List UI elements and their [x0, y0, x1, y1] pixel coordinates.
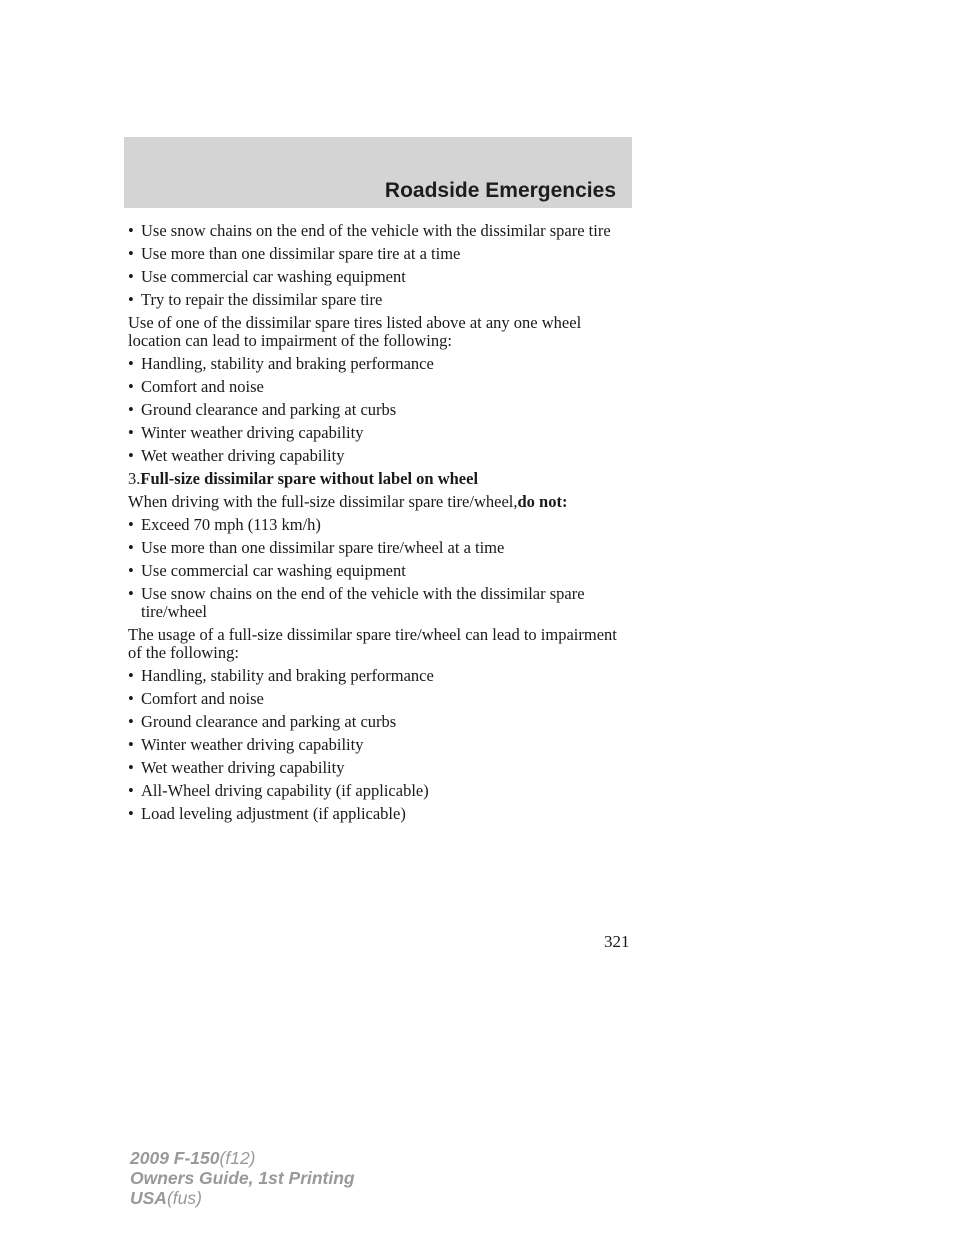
bullet-icon: •	[128, 561, 134, 580]
list-item: • Ground clearance and parking at curbs	[128, 712, 397, 731]
list-item: • Use commercial car washing equipment	[128, 267, 406, 286]
list-impairments	[128, 355, 628, 465]
section-title: Roadside Emergencies	[384, 179, 616, 202]
bullet-icon: •	[128, 515, 134, 534]
list-item: • Exceed 70 mph (113 km/h)	[128, 515, 321, 534]
list-item: • Use snow chains on the end of the vehicle with the dissimilar spare tire/wheel	[128, 584, 585, 621]
paragraph-full-size-warning: When driving with the full-size dissimilar spare tire/wheel,do not:	[128, 492, 568, 511]
print-footer	[130, 1148, 355, 1208]
section-header-band	[124, 137, 632, 208]
list-item: • All-Wheel driving capability (if applicable)	[128, 781, 429, 800]
list-item: • Winter weather driving capability	[128, 735, 364, 754]
list-item: • Wet weather driving capability	[128, 758, 345, 777]
item-number: 3.	[128, 469, 141, 488]
bullet-icon: •	[128, 666, 134, 685]
bullet-icon: •	[128, 221, 134, 240]
list-item: • Load leveling adjustment (if applicable)	[128, 804, 406, 823]
footer-line-model: 2009 F-150(f12)	[130, 1148, 256, 1168]
bullet-icon: •	[128, 244, 134, 263]
list-item: • Winter weather driving capability	[128, 423, 364, 442]
list-full-size-prohibitions	[128, 516, 628, 621]
list-dissimilar-spare-prohibitions	[128, 222, 628, 309]
bullet-icon: •	[128, 735, 134, 754]
list-item: • Handling, stability and braking performance	[128, 666, 434, 685]
bullet-icon: •	[128, 423, 134, 442]
bullet-icon: •	[128, 758, 134, 777]
bullet-icon: •	[128, 712, 134, 731]
numbered-heading-item-3	[128, 470, 628, 488]
warning-emphasis: do not:	[517, 492, 568, 511]
list-item: • Use commercial car washing equipment	[128, 561, 406, 580]
bullet-icon: •	[128, 377, 134, 396]
page-content	[128, 222, 628, 828]
bullet-icon: •	[128, 538, 134, 557]
list-item: • Comfort and noise	[128, 377, 264, 396]
list-item: • Handling, stability and braking performance	[128, 354, 434, 373]
page-number: 321	[604, 932, 630, 951]
list-item: • Use more than one dissimilar spare tire at a time	[128, 244, 461, 263]
bullet-icon: •	[128, 354, 134, 373]
bullet-icon: •	[128, 689, 134, 708]
bullet-icon: •	[128, 446, 134, 465]
list-item: • Use snow chains on the end of the vehicle with the dissimilar spare tire	[128, 221, 611, 240]
paragraph-usage-intro: The usage of a full-size dissimilar spare tire/wheel can lead to impairment of the following:	[128, 625, 617, 662]
list-item: • Comfort and noise	[128, 689, 264, 708]
bullet-icon: •	[128, 267, 134, 286]
list-full-size-impairments	[128, 667, 628, 823]
bullet-icon: •	[128, 781, 134, 800]
list-item: • Ground clearance and parking at curbs	[128, 400, 397, 419]
list-item: • Use more than one dissimilar spare tire/wheel at a time	[128, 538, 505, 557]
bullet-icon: •	[128, 290, 134, 309]
bullet-icon: •	[128, 584, 134, 603]
bullet-icon: •	[128, 804, 134, 823]
bullet-icon: •	[128, 400, 134, 419]
list-item: • Wet weather driving capability	[128, 446, 345, 465]
footer-line-market: USA(fus)	[130, 1188, 202, 1208]
list-item: • Try to repair the dissimilar spare tire	[128, 290, 383, 309]
paragraph-impairment-intro: Use of one of the dissimilar spare tires listed above at any one wheel location can lead to impairment of the following:	[128, 313, 582, 350]
footer-line-edition: Owners Guide, 1st Printing	[130, 1168, 355, 1188]
item-title: Full-size dissimilar spare without label on wheel	[140, 469, 479, 488]
